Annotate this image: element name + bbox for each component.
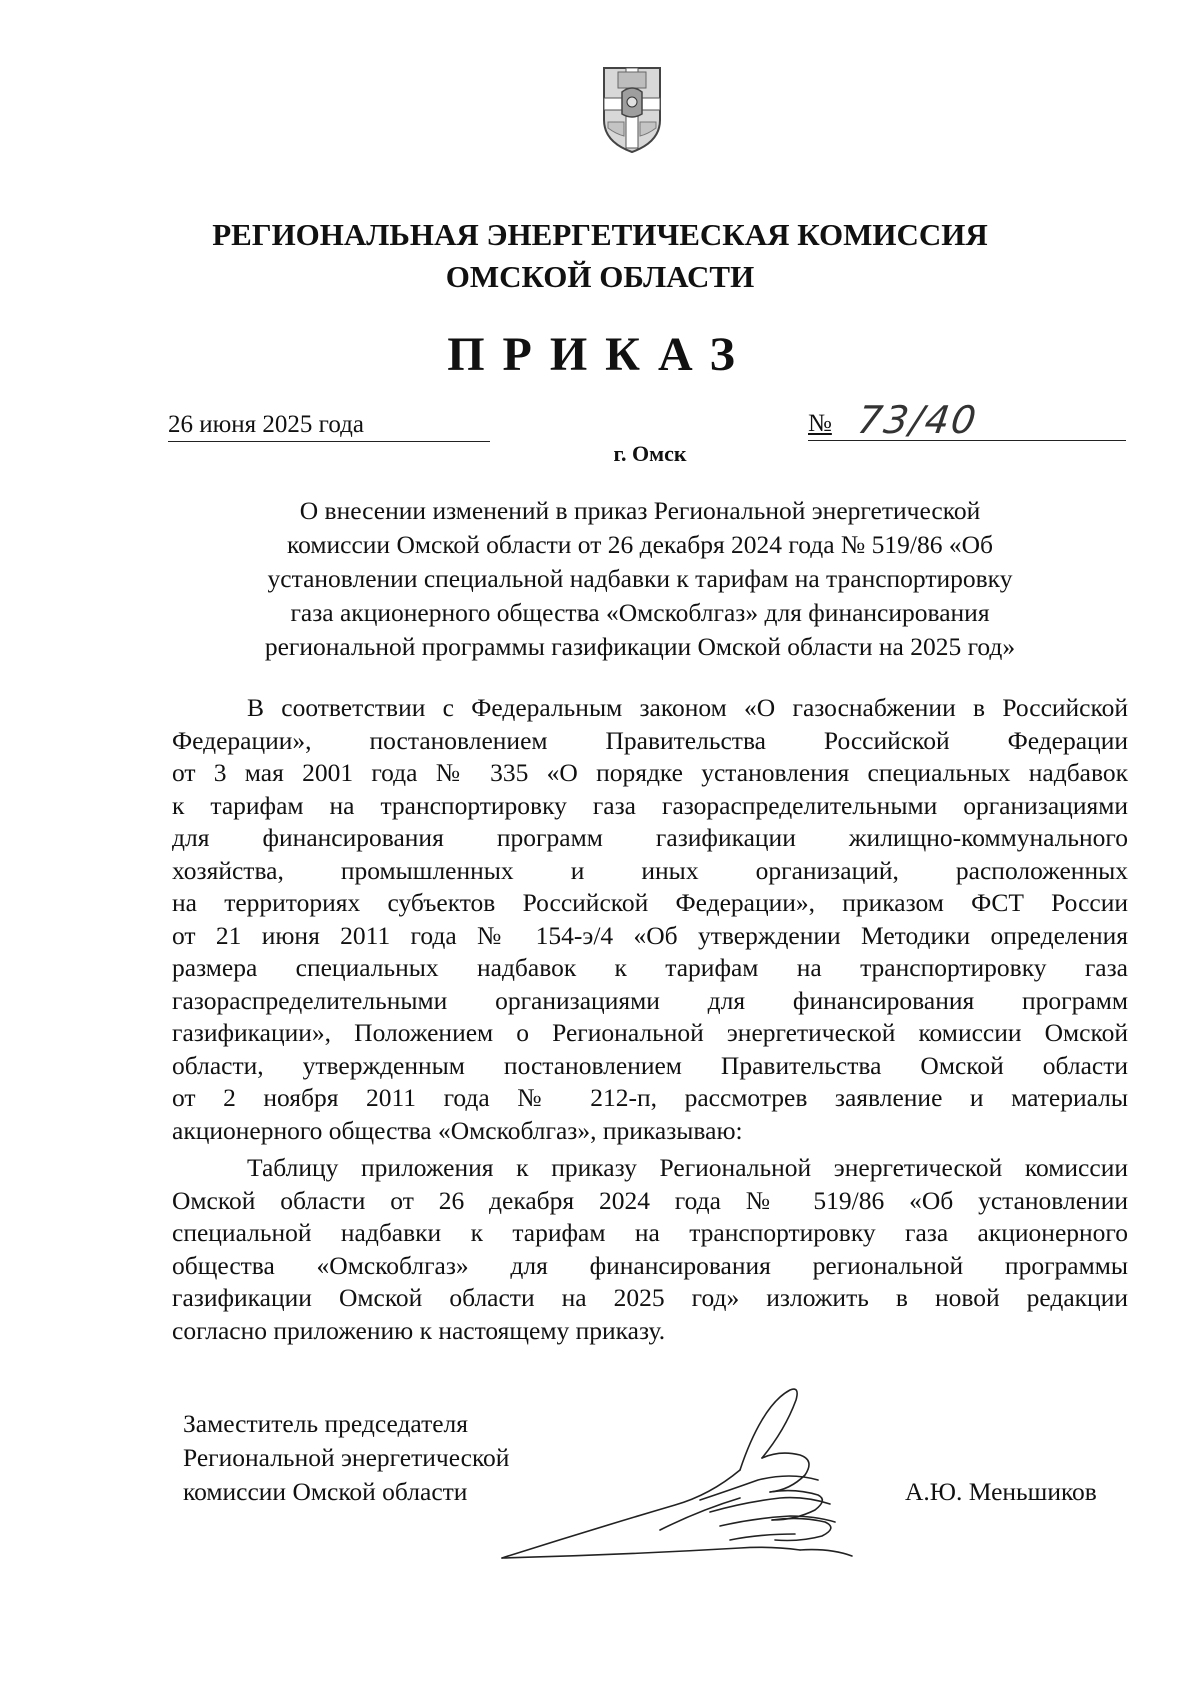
paragraph-line: от 21 июня 2011 года № 154-э/4 «Об утверждении Методики определения	[172, 920, 1128, 950]
signatory-title-line: Заместитель председателя	[183, 1409, 468, 1438]
paragraph-line: размера специальных надбавок к тарифам на транспортировку газа	[172, 953, 1128, 982]
paragraph-line: газораспределительными организациями для финансирования программ	[172, 985, 1128, 1015]
paragraph-line: газификации Омской области на 2025 год» изложить в новой редакции	[172, 1283, 1128, 1312]
paragraph-line: общества «Омскоблгаз» для финансирования региональной программы	[172, 1250, 1128, 1280]
paragraph-line: от 2 ноября 2011 года № 212-п, рассмотрев заявление и материалы	[172, 1083, 1128, 1112]
signatory-title-line: комиссии Омской области	[183, 1477, 468, 1506]
paragraph-line: на территориях субъектов Российской Федерации», приказом ФСТ России	[172, 888, 1128, 917]
paragraph-line: акционерного общества «Омскоблгаз», приказываю:	[172, 1115, 743, 1145]
paragraph-line: для финансирования программ газификации жилищно-коммунального	[172, 823, 1128, 852]
subject-line: комиссии Омской области от 26 декабря 2024 года № 519/86 «Об	[287, 530, 993, 559]
number-sign: №	[808, 410, 832, 437]
subject-line: региональной программы газификации Омской области на 2025 год»	[264, 632, 1016, 661]
paragraph-line: Федерации», постановлением Правительства Российской Федерации	[172, 725, 1128, 755]
signatory-title	[183, 1407, 509, 1509]
subject-line: О внесении изменений в приказ Региональной энергетической	[299, 496, 981, 525]
paragraph-line: Таблицу приложения к приказу Региональной энергетической комиссии	[247, 1153, 1128, 1182]
body-paragraph-2	[172, 1152, 1128, 1347]
document-type-title: ПРИКАЗ	[447, 328, 753, 381]
paragraph-line: согласно приложению к настоящему приказу.	[172, 1315, 666, 1345]
document-number: 73/40	[854, 398, 981, 442]
signatory-title-line: Региональной энергетической	[183, 1443, 510, 1472]
subject-line: установлении специальной надбавки к тарифам на транспортировку	[267, 564, 1013, 593]
document-date: 26 июня 2025 года	[168, 410, 490, 442]
paragraph-line: области, утвержденным постановлением Правительства Омской области	[172, 1050, 1128, 1080]
paragraph-line: от 3 мая 2001 года № 335 «О порядке установления специальных надбавок	[172, 758, 1128, 787]
paragraph-line: В соответствии с Федеральным законом «О газоснабжении в Российской	[247, 693, 1128, 722]
coat-of-arms-icon	[600, 62, 664, 154]
subject-line: газа акционерного общества «Омскоблгаз» для финансирования	[290, 598, 990, 627]
paragraph-line: Омской области от 26 декабря 2024 года № 519/86 «Об установлении	[172, 1185, 1128, 1215]
organization-name-line2: ОМСКОЙ ОБЛАСТИ	[445, 259, 755, 294]
document-subject	[210, 494, 1070, 664]
body-paragraph-1	[172, 692, 1128, 1147]
paragraph-line: газификации», Положением о Региональной энергетической комиссии Омской	[172, 1018, 1128, 1047]
handwritten-signature-icon	[500, 1380, 860, 1580]
document-number-field	[808, 398, 1126, 442]
signatory-name: А.Ю. Меньшиков	[905, 1477, 1097, 1506]
paragraph-line: хозяйства, промышленных и иных организаций, расположенных	[172, 855, 1128, 885]
paragraph-line: специальной надбавки к тарифам на транспортировку газа акционерного	[172, 1218, 1128, 1247]
document-city: г. Омск	[613, 441, 687, 466]
paragraph-line: к тарифам на транспортировку газа газораспределительными организациями	[172, 790, 1128, 820]
organization-name-line1: РЕГИОНАЛЬНАЯ ЭНЕРГЕТИЧЕСКАЯ КОМИССИЯ	[212, 217, 988, 252]
